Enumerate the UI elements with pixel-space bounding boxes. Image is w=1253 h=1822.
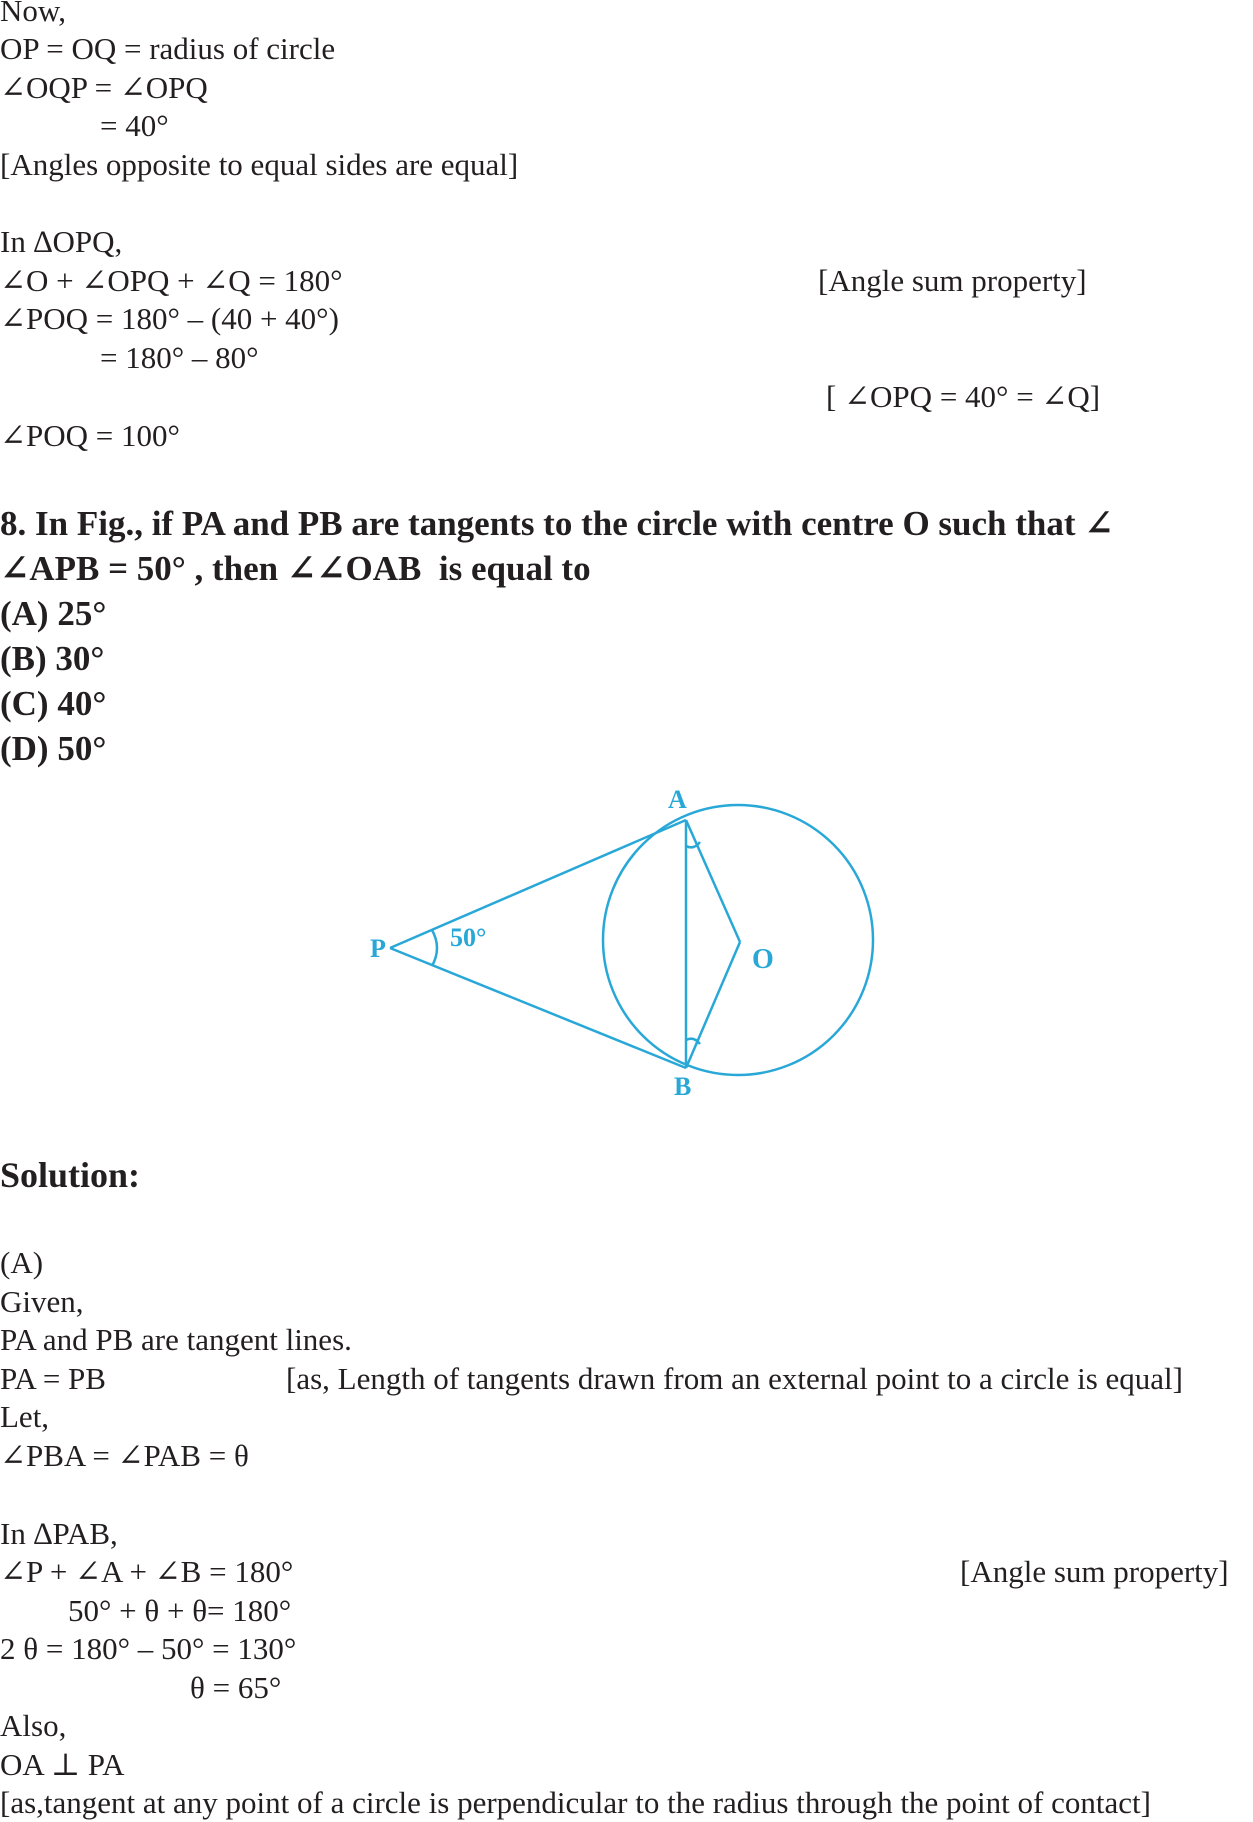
text-line: Let,	[0, 1399, 50, 1434]
equation-line: PA = PB	[0, 1361, 106, 1396]
angle-label-50: 50°	[450, 923, 487, 952]
equation-line: ∠O + ∠OPQ + ∠Q = 180°	[0, 263, 343, 298]
option-d: (D) 50°	[0, 729, 107, 768]
text-line: [Angles opposite to equal sides are equal]	[0, 147, 519, 182]
text-line: Now,	[0, 0, 67, 28]
equation-line: ∠PBA = ∠PAB = θ	[0, 1438, 249, 1473]
equation-line: 2 θ = 180° – 50° = 130°	[0, 1631, 297, 1666]
option-a: (A) 25°	[0, 594, 107, 633]
text-line: Given,	[0, 1284, 84, 1319]
angle-arc-p	[432, 930, 437, 966]
text-line: PA and PB are tangent lines.	[0, 1322, 352, 1357]
reason-note: [ ∠OPQ = 40° = ∠Q]	[826, 379, 1101, 414]
text-line: Also,	[0, 1708, 67, 1743]
equation-line: = 180° – 80°	[100, 340, 259, 375]
tangent-pb	[390, 948, 686, 1068]
text-line: In ∆OPQ,	[0, 224, 123, 259]
text-line: ∠OQP = ∠OPQ	[0, 70, 208, 105]
tangent-circle-figure	[360, 780, 880, 1110]
reason-note: [as,tangent at any point of a circle is perpendicular to the radius through the point of contact]	[0, 1785, 1151, 1820]
text-line: In ∆PAB,	[0, 1516, 118, 1551]
option-c: (C) 40°	[0, 684, 107, 723]
equation-line: ∠POQ = 180° – (40 + 40°)	[0, 301, 339, 336]
equation-line: ∠POQ = 100°	[0, 418, 180, 453]
label-a: A	[668, 785, 687, 814]
radius-ob	[686, 942, 740, 1068]
text-line: OP = OQ = radius of circle	[0, 31, 336, 66]
label-p: P	[370, 934, 386, 963]
equation-line: θ = 65°	[190, 1670, 282, 1705]
solution-heading: Solution:	[0, 1155, 141, 1195]
label-o: O	[752, 944, 774, 975]
text-line: = 40°	[100, 108, 169, 143]
option-b: (B) 30°	[0, 639, 105, 678]
reason-note: [Angle sum property]	[960, 1554, 1229, 1589]
reason-note: [as, Length of tangents drawn from an external point to a circle is equal]	[286, 1361, 1183, 1396]
equation-line: 50° + θ + θ= 180°	[68, 1593, 292, 1628]
text-line: (A)	[0, 1245, 44, 1280]
label-b: B	[674, 1072, 692, 1101]
tangent-pa	[390, 820, 686, 948]
question-text: 8. In Fig., if PA and PB are tangents to the circle with centre O such that ∠	[0, 504, 1114, 543]
radius-oa	[686, 820, 740, 942]
equation-line: ∠P + ∠A + ∠B = 180°	[0, 1554, 294, 1589]
reason-note: [Angle sum property]	[818, 263, 1087, 298]
equation-line: OA ⊥ PA	[0, 1747, 125, 1782]
question-text: ∠APB = 50° , then ∠∠OAB is equal to	[0, 549, 591, 588]
